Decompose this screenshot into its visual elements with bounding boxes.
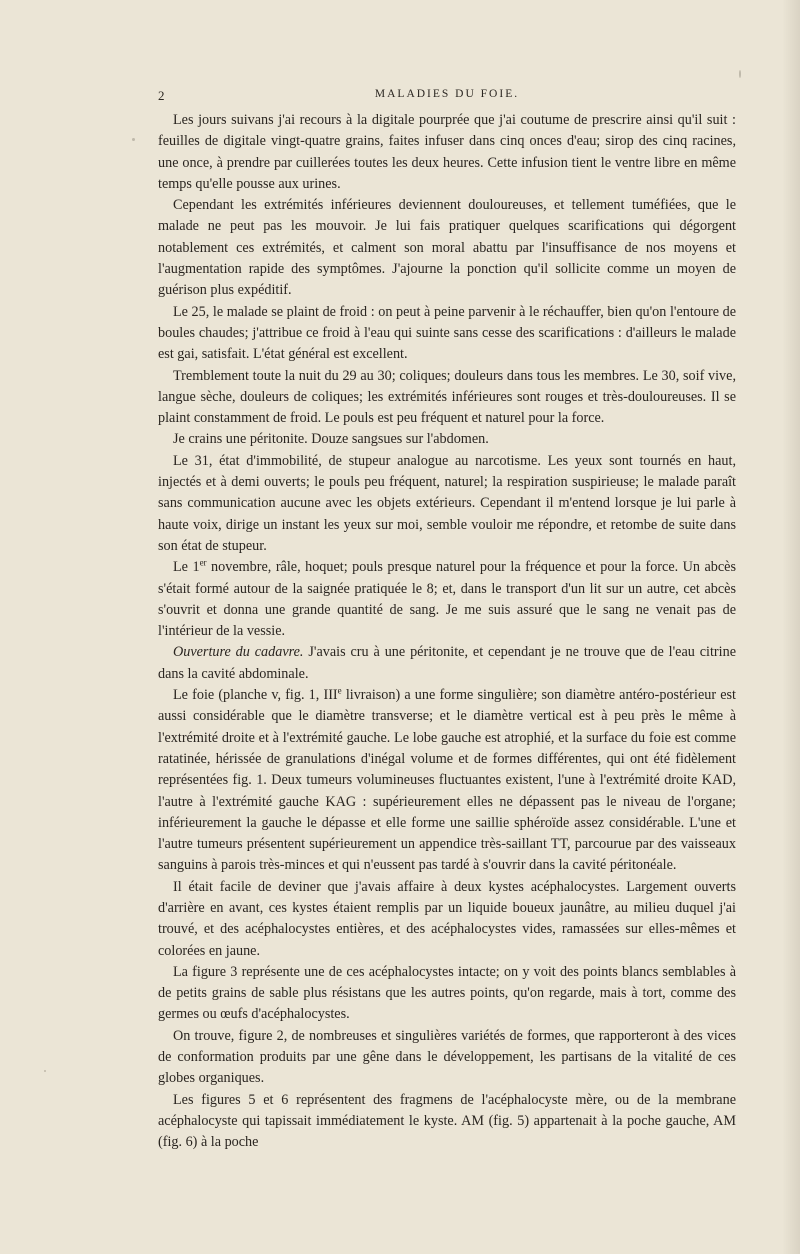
paragraph-extremites [158, 195, 736, 301]
paragraph-text: Cependant les extrémités inférieures deviennent douloureuses, et tellement tuméfiées, que le malade ne peut pas les mouvoir. Je lui fais pratiquer quelques scarifications qui dégorgent notablement ces extrémités, et calment son moral abattu par l'insuffisance de nos moyens et l'augmentation rapide des symptômes. J'ajourne la ponction qu'il sollicite comme un moyen de guérison plus expéditif. [158, 197, 736, 299]
paragraph-stupeur [158, 451, 736, 557]
paragraph-digitale [158, 110, 736, 195]
paper-speck [132, 138, 135, 141]
ordinal-superscript: er [199, 557, 207, 568]
paragraph-text: On trouve, figure 2, de nombreuses et singulières variétés de formes, que rapporteront à des vices de conformation produits par une gêne dans le développement, les partisans de la vitalité de ces globes organiques. [158, 1027, 736, 1087]
paragraph-ouverture [158, 642, 736, 685]
body-text [158, 106, 736, 1154]
paragraph-text: Les jours suivans j'ai recours à la digitale pourprée que j'ai coutume de prescrire ainsi qu'il suit : feuilles de digitale vingt-quatre grains, faites infuser dans cinq onces d'eau; sirop des cinq racines, une once, à prendre par cuillerées toutes les deux heures. Cette infusion tient le ventre libre en même temps qu'elle pousse aux urines. [158, 112, 736, 192]
paragraph-figure-2 [158, 1026, 736, 1090]
paragraph-text: La figure 3 représente une de ces acéphalocystes intacte; on y voit des points blancs semblables à de petits grains de sable plus résistans que les autres points, qu'on regarde, mais à tort, comme des germes ou œufs d'acéphalocystes. [158, 963, 736, 1023]
paragraph-froid [158, 302, 736, 366]
ordinal-superscript: e [337, 685, 342, 696]
paper-speck [44, 1070, 46, 1072]
paragraph-text: Il était facile de deviner que j'avais affaire à deux kystes acéphalocystes. Largement ouverts d'arrière en avant, ces kystes étaient remplis par un liquide boueux jaunâtre, au milieu duquel j'ai trouvé, et des acéphalocystes entières, et des acéphalocystes vides, ramassées sur elles-mêmes et colorées en jaune. [158, 878, 736, 959]
paragraph-text: Le 25, le malade se plaint de froid : on peut à peine parvenir à le réchauffer, bien qu'on l'entoure de boules chaudes; j'attribue ce froid à l'eau qui suinte sans cesse des scarifications : d'ailleurs le malade est gai, satisfait. L'état général est excellent. [158, 303, 736, 363]
paragraph-text-start: Le 1 [173, 559, 200, 576]
page-header [158, 88, 736, 106]
paragraph-text: Je crains une péritonite. Douze sangsues sur l'abdomen. [173, 431, 489, 448]
paragraph-text: Le 31, état d'immobilité, de stupeur analogue au narcotisme. Les yeux sont tournés en haut, injectés et à demi ouverts; le pouls peu fréquent, naturel; la respiration suspirieuse; le malade paraît sans communication aucune avec les objets extérieurs. Cependant il m'entend lorsque je lui parle à haute voix, dirige un instant les yeux sur moi, semble vouloir me répondre, et retombe de suite dans son état de stupeur. [158, 452, 736, 554]
paragraph-figures-5-6 [158, 1090, 736, 1154]
paragraph-foie [158, 685, 736, 877]
paragraph-text-end: novembre, râle, hoquet; pouls presque naturel pour la fréquence et pour la force. Un abcès s'était formé autour de la saignée pratiquée le 8; et, dans le transport d'un lit sur un autre, cet abcès s'ouvrit et donna une grande quantité de sang. Je me suis assuré que le sang ne venait pas de l'intérieur de la vessie. [158, 559, 737, 640]
paper-speck [739, 70, 741, 78]
paragraph-figure-3 [158, 962, 736, 1026]
paragraph-novembre [158, 557, 736, 642]
paragraph-text-start: Le foie (planche v, fig. 1, III [173, 687, 338, 704]
section-heading-italic: Ouverture du cadavre. [173, 644, 304, 661]
paragraph-text: Tremblement toute la nuit du 29 au 30; coliques; douleurs dans tous les membres. Le 30, soif vive, langue sèche, douleurs de coliques; les extrémités inférieures sont rouges et très-douloureuses. Il se plaint constamment de froid. Le pouls est peu fréquent et naturel pour la force. [158, 367, 736, 427]
paragraph-text: J'avais cru à une péritonite, et cependant je ne trouve que de l'eau citrine dans la cavité abdominale. [158, 644, 736, 682]
paragraph-text-end: livraison) a une forme singulière; son diamètre antéro-postérieur est aussi considérable que le diamètre transverse; et le diamètre vertical est à peu près le même à l'extrémité droite et à l'extrémité gauche. Le lobe gauche est atrophié, et la surface du foie est comme ratatinée, hérissée de granulations d'inégal volume et de formes différentes, qui ont été fidèlement représentées fig. 1. Deux tumeurs volumineuses fluctuantes existent, l'une à l'extrémité droite KAD, l'autre à l'extrémité gauche KAG : supérieurement elles ne dépassent pas le niveau de l'organe; inférieurement la gauche le dépasse et elle forme une saillie sphéroïde assez considérable. L'une et l'autre tumeurs présentent supérieurement un appendice très-saillant TT, parcourue par des vaisseaux sanguins à parois très-minces et qui n'eussent pas tardé à s'ouvrir dans la cavité péritonéale. [158, 687, 736, 874]
paper-speck [611, 330, 614, 334]
paragraph-text: Les figures 5 et 6 représentent des fragmens de l'acéphalocyste mère, ou de la membrane acéphalocyste qui tapissait immédiatement le kyste. AM (fig. 5) appartenait à la poche gauche, AM (fig. 6) à la poche [158, 1091, 736, 1151]
page-number: 2 [158, 88, 165, 103]
paragraph-tremblement [158, 366, 736, 430]
running-head: MALADIES DU FOIE. [374, 88, 520, 100]
page-edge-shadow [782, 0, 800, 1254]
paragraph-peritonite [158, 429, 736, 450]
paragraph-kystes [158, 877, 736, 962]
